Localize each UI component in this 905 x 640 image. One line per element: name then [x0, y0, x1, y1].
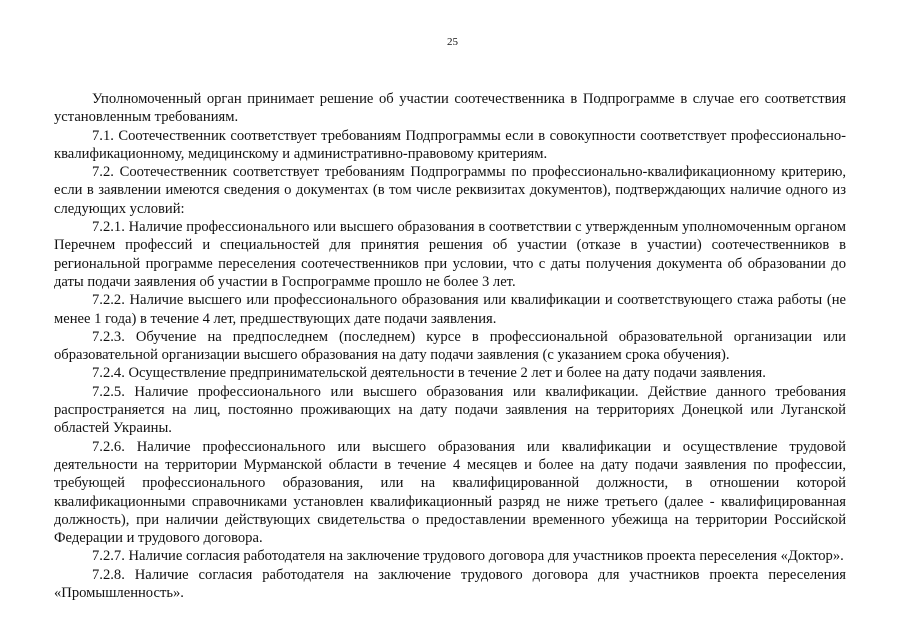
paragraph-7-2-6: 7.2.6. Наличие профессионального или высшего образования или квалификации и осуществление трудовой деятельности на территории Мурманской области в течение 4 месяцев и более на дату подачи заявления по профессии, требующей профессионального образования, или на квалифицированной должности, в отношении которой квалификационными справочниками установлен квалификационный разряд не ниже третьего (далее - квалифицированная должность), при наличии действующих свидетельства о предоставлении временного убежища на территории Российской Федерации и трудового договора. [54, 438, 846, 547]
paragraph-7-2-4: 7.2.4. Осуществление предпринимательской деятельности в течение 2 лет и более на дату подачи заявления. [92, 365, 766, 382]
paragraph-7-2: 7.2. Соотечественник соответствует требованиям Подпрограммы по профессионально-квалификационному критерию, если в заявлении имеются сведения о документах (в том числе реквизитах документов), подтверждающих наличие одного из следующих условий: [54, 164, 846, 217]
paragraph-7-2-1: 7.2.1. Наличие профессионального или высшего образования в соответствии с утвержденным уполномоченным органом Перечнем профессий и специальностей для принятия решения об участии (отказе в участии) соотечественников в региональной программе переселения соотечественников при условии, что с даты получения документа об образовании до даты подачи заявления об участии в Госпрограмме прошло не более 3 лет. [54, 219, 846, 290]
paragraph-7-2-7: 7.2.7. Наличие согласия работодателя на заключение трудового договора для участников проекта переселения «Доктор». [92, 548, 844, 565]
paragraph-7-2-8: 7.2.8. Наличие согласия работодателя на заключение трудового договора для участников проекта переселения «Промышленность». [54, 566, 846, 602]
document-body [54, 90, 846, 602]
paragraph-7-1: 7.1. Соотечественник соответствует требованиям Подпрограммы если в совокупности соответствует профессионально-квалификационному, медицинскому и административно-правовому критериям. [54, 127, 846, 162]
paragraph-7-2-2: 7.2.2. Наличие высшего или профессионального образования или квалификации и соответствующего стажа работы (не менее 1 года) в течение 4 лет, предшествующих дате подачи заявления. [54, 292, 846, 327]
paragraph-7-2-5: 7.2.5. Наличие профессионального или высшего образования или квалификации. Действие данного требования распространяется на лиц, постоянно проживающих на дату подачи заявления на территориях Донецкой или Луганской областей Украины. [54, 383, 846, 437]
page-number: 25 [447, 36, 458, 48]
paragraph-7-2-3: 7.2.3. Обучение на предпоследнем (последнем) курсе в профессиональной образовательной организации или образовательной организации высшего образования на дату подачи заявления (с указанием срока обучения). [54, 328, 846, 364]
paragraph-intro: Уполномоченный орган принимает решение об участии соотечественника в Подпрограмме в случае его соответствия установленным требованиям. [54, 91, 846, 126]
